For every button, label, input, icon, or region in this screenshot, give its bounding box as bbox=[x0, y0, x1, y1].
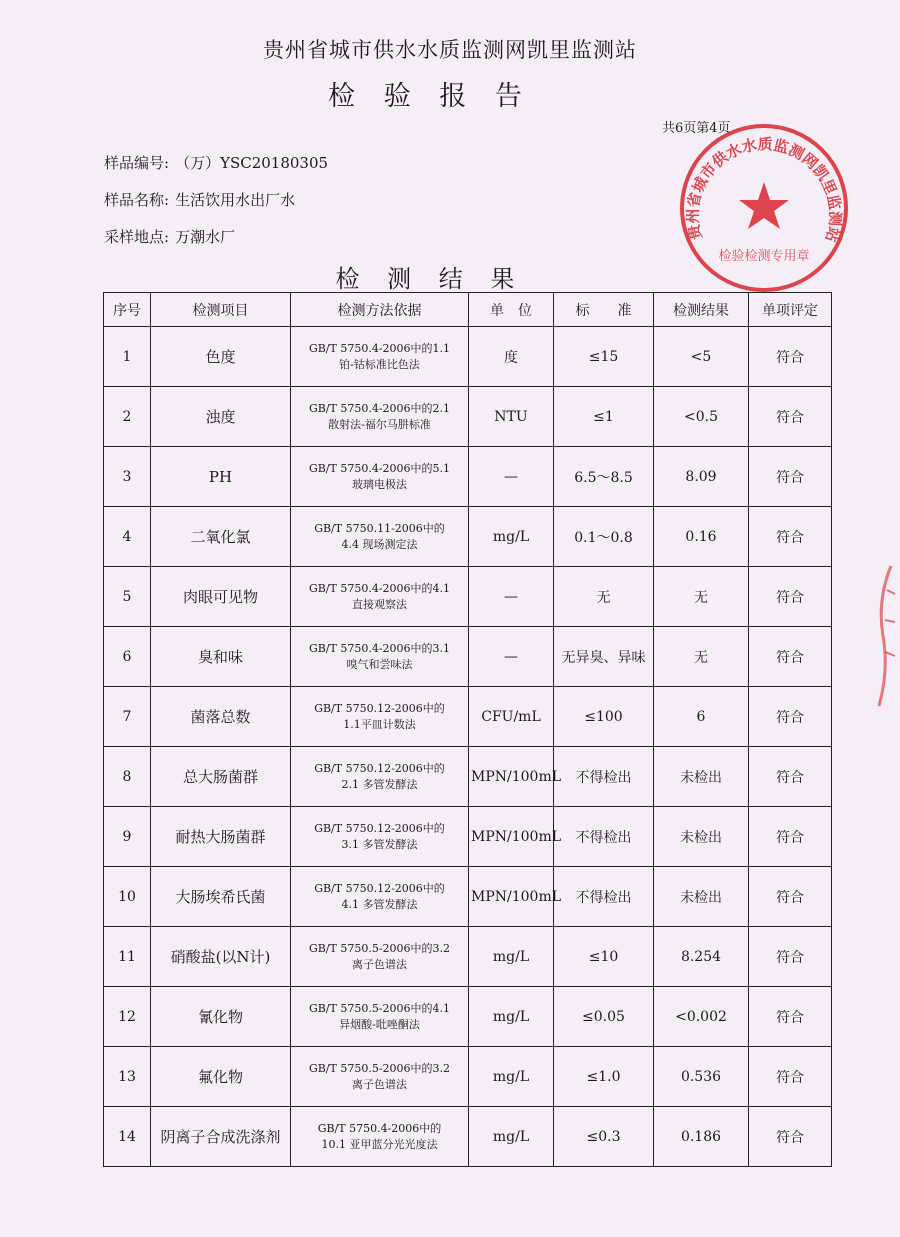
cell-result: 6 bbox=[654, 687, 749, 747]
method-line-2: 10.1 亚甲蓝分光光度法 bbox=[321, 1137, 438, 1151]
cell-evaluation: 符合 bbox=[749, 507, 832, 567]
partial-seal-mark bbox=[873, 560, 897, 710]
method-line-2: 铂-钴标准比色法 bbox=[339, 357, 420, 371]
cell-unit: CFU/mL bbox=[469, 687, 554, 747]
cell-evaluation: 符合 bbox=[749, 927, 832, 987]
cell-evaluation: 符合 bbox=[749, 1107, 832, 1167]
cell-result: 0.16 bbox=[654, 507, 749, 567]
cell-standard: ≤10 bbox=[554, 927, 654, 987]
cell-no: 3 bbox=[104, 447, 151, 507]
cell-no: 9 bbox=[104, 807, 151, 867]
cell-result: 未检出 bbox=[654, 867, 749, 927]
cell-result: 0.536 bbox=[654, 1047, 749, 1107]
cell-result: <5 bbox=[654, 327, 749, 387]
cell-item: 浊度 bbox=[151, 387, 291, 447]
method-line-1: GB/T 5750.12-2006中的 bbox=[314, 821, 445, 835]
cell-evaluation: 符合 bbox=[749, 627, 832, 687]
cell-evaluation: 符合 bbox=[749, 567, 832, 627]
header-unit: 单 位 bbox=[469, 293, 554, 327]
method-line-1: GB/T 5750.4-2006中的1.1 bbox=[308, 341, 451, 355]
cell-unit: — bbox=[469, 627, 554, 687]
cell-standard: ≤1.0 bbox=[554, 1047, 654, 1107]
method-line-2: 异烟酸-吡唑酮法 bbox=[339, 1017, 420, 1031]
sample-name-line bbox=[104, 189, 295, 210]
method-line-1: GB/T 5750.4-2006中的3.1 bbox=[308, 641, 451, 655]
cell-evaluation: 符合 bbox=[749, 387, 832, 447]
sample-number-label: 样品编号: bbox=[104, 154, 170, 172]
method-line-2: 散射法-福尔马肼标准 bbox=[328, 417, 431, 431]
cell-result: 8.254 bbox=[654, 927, 749, 987]
cell-result: <0.002 bbox=[654, 987, 749, 1047]
official-seal-stamp bbox=[676, 120, 852, 296]
cell-standard: ≤15 bbox=[554, 327, 654, 387]
cell-no: 5 bbox=[104, 567, 151, 627]
table-row bbox=[104, 1107, 832, 1167]
cell-standard: 无 bbox=[554, 567, 654, 627]
cell-standard: ≤0.3 bbox=[554, 1107, 654, 1167]
method-line-2: 4.4 现场测定法 bbox=[341, 537, 418, 551]
cell-evaluation: 符合 bbox=[749, 327, 832, 387]
cell-result: 无 bbox=[654, 567, 749, 627]
cell-no: 6 bbox=[104, 627, 151, 687]
cell-unit: 度 bbox=[469, 327, 554, 387]
cell-no: 13 bbox=[104, 1047, 151, 1107]
header-no: 序号 bbox=[104, 293, 151, 327]
results-title: 检 测 结 果 bbox=[335, 265, 525, 293]
page-info: 共6页第4页 bbox=[662, 121, 731, 136]
report-title: 检 验 报 告 bbox=[328, 81, 532, 112]
cell-standard: 不得检出 bbox=[554, 867, 654, 927]
cell-item: 阴离子合成洗涤剂 bbox=[151, 1107, 291, 1167]
cell-unit: — bbox=[469, 447, 554, 507]
cell-item: 大肠埃希氏菌 bbox=[151, 867, 291, 927]
cell-standard: ≤1 bbox=[554, 387, 654, 447]
method-line-2: 3.1 多管发酵法 bbox=[341, 837, 418, 851]
header-method: 检测方法依据 bbox=[291, 293, 469, 327]
method-line-1: GB/T 5750.12-2006中的 bbox=[314, 761, 445, 775]
table-row bbox=[104, 807, 832, 867]
cell-item: 总大肠菌群 bbox=[151, 747, 291, 807]
cell-unit: mg/L bbox=[469, 927, 554, 987]
cell-standard: ≤0.05 bbox=[554, 987, 654, 1047]
cell-method bbox=[291, 807, 469, 867]
method-line-1: GB/T 5750.11-2006中的 bbox=[314, 521, 445, 535]
method-line-1: GB/T 5750.5-2006中的4.1 bbox=[308, 1001, 451, 1015]
method-line-1: GB/T 5750.5-2006中的3.2 bbox=[308, 1061, 451, 1075]
sampling-location-line bbox=[104, 226, 235, 247]
method-line-1: GB/T 5750.4-2006中的5.1 bbox=[308, 461, 451, 475]
method-line-2: 离子色谱法 bbox=[352, 1077, 407, 1091]
header-result: 检测结果 bbox=[654, 293, 749, 327]
cell-item: 色度 bbox=[151, 327, 291, 387]
method-line-2: 玻璃电极法 bbox=[352, 477, 407, 491]
table-header-row bbox=[104, 293, 832, 327]
results-table bbox=[103, 292, 832, 1167]
method-line-1: GB/T 5750.4-2006中的2.1 bbox=[308, 401, 451, 415]
cell-method bbox=[291, 927, 469, 987]
sample-name-label: 样品名称: bbox=[104, 191, 170, 209]
method-line-2: 1.1平皿计数法 bbox=[343, 717, 416, 731]
cell-unit: mg/L bbox=[469, 987, 554, 1047]
organization-title: 贵州省城市供水水质监测网凯里监测站 bbox=[263, 38, 637, 62]
cell-item: 氰化物 bbox=[151, 987, 291, 1047]
cell-no: 14 bbox=[104, 1107, 151, 1167]
table-row bbox=[104, 1047, 832, 1107]
cell-method bbox=[291, 387, 469, 447]
cell-result: 0.186 bbox=[654, 1107, 749, 1167]
cell-unit: — bbox=[469, 567, 554, 627]
cell-standard: 不得检出 bbox=[554, 807, 654, 867]
sample-number-line bbox=[104, 152, 328, 173]
sampling-location-label: 采样地点: bbox=[104, 228, 170, 246]
method-line-1: GB/T 5750.12-2006中的 bbox=[314, 701, 445, 715]
cell-evaluation: 符合 bbox=[749, 987, 832, 1047]
method-line-1: GB/T 5750.12-2006中的 bbox=[314, 881, 445, 895]
svg-text:贵州省城市供水水质监测网凯里监测站: 贵州省城市供水水质监测网凯里监测站 bbox=[683, 135, 845, 245]
cell-method bbox=[291, 327, 469, 387]
table-row bbox=[104, 747, 832, 807]
cell-result: 无 bbox=[654, 627, 749, 687]
cell-item: 肉眼可见物 bbox=[151, 567, 291, 627]
cell-method bbox=[291, 867, 469, 927]
table-row bbox=[104, 627, 832, 687]
cell-item: 臭和味 bbox=[151, 627, 291, 687]
cell-result: 未检出 bbox=[654, 747, 749, 807]
table-row bbox=[104, 567, 832, 627]
svg-text:检验检测专用章: 检验检测专用章 bbox=[718, 249, 810, 264]
method-line-2: 4.1 多管发酵法 bbox=[341, 897, 418, 911]
method-line-1: GB/T 5750.5-2006中的3.2 bbox=[308, 941, 451, 955]
sampling-location-value: 万潮水厂 bbox=[175, 228, 236, 246]
table-row bbox=[104, 927, 832, 987]
table-row bbox=[104, 507, 832, 567]
cell-method bbox=[291, 687, 469, 747]
cell-method bbox=[291, 507, 469, 567]
cell-evaluation: 符合 bbox=[749, 1047, 832, 1107]
cell-unit: MPN/100mL bbox=[469, 807, 554, 867]
cell-evaluation: 符合 bbox=[749, 687, 832, 747]
cell-item: 硝酸盐(以N计) bbox=[151, 927, 291, 987]
table-row bbox=[104, 447, 832, 507]
method-line-2: 嗅气和尝味法 bbox=[346, 657, 413, 671]
cell-method bbox=[291, 747, 469, 807]
table-row bbox=[104, 327, 832, 387]
cell-item: 耐热大肠菌群 bbox=[151, 807, 291, 867]
cell-item: PH bbox=[151, 447, 291, 507]
table-row bbox=[104, 987, 832, 1047]
table-row bbox=[104, 387, 832, 447]
cell-unit: MPN/100mL bbox=[469, 747, 554, 807]
cell-unit: MPN/100mL bbox=[469, 867, 554, 927]
method-line-2: 直接观察法 bbox=[352, 597, 407, 611]
cell-item: 菌落总数 bbox=[151, 687, 291, 747]
header-standard: 标 准 bbox=[554, 293, 654, 327]
cell-result: 8.09 bbox=[654, 447, 749, 507]
cell-method bbox=[291, 627, 469, 687]
method-line-2: 2.1 多管发酵法 bbox=[341, 777, 418, 791]
cell-no: 11 bbox=[104, 927, 151, 987]
cell-result: 未检出 bbox=[654, 807, 749, 867]
cell-method bbox=[291, 1047, 469, 1107]
cell-method bbox=[291, 447, 469, 507]
cell-no: 7 bbox=[104, 687, 151, 747]
method-line-1: GB/T 5750.4-2006中的 bbox=[317, 1121, 442, 1135]
cell-no: 10 bbox=[104, 867, 151, 927]
cell-evaluation: 符合 bbox=[749, 867, 832, 927]
method-line-1: GB/T 5750.4-2006中的4.1 bbox=[308, 581, 451, 595]
header-item: 检测项目 bbox=[151, 293, 291, 327]
cell-standard: 不得检出 bbox=[554, 747, 654, 807]
cell-result: <0.5 bbox=[654, 387, 749, 447]
cell-no: 1 bbox=[104, 327, 151, 387]
cell-no: 8 bbox=[104, 747, 151, 807]
cell-no: 4 bbox=[104, 507, 151, 567]
cell-unit: mg/L bbox=[469, 1047, 554, 1107]
cell-standard: ≤100 bbox=[554, 687, 654, 747]
cell-evaluation: 符合 bbox=[749, 747, 832, 807]
cell-standard: 无异臭、异味 bbox=[554, 627, 654, 687]
cell-no: 2 bbox=[104, 387, 151, 447]
cell-evaluation: 符合 bbox=[749, 807, 832, 867]
cell-item: 氟化物 bbox=[151, 1047, 291, 1107]
cell-item: 二氧化氯 bbox=[151, 507, 291, 567]
cell-unit: mg/L bbox=[469, 507, 554, 567]
cell-method bbox=[291, 1107, 469, 1167]
cell-method bbox=[291, 567, 469, 627]
cell-method bbox=[291, 987, 469, 1047]
cell-no: 12 bbox=[104, 987, 151, 1047]
method-line-2: 离子色谱法 bbox=[352, 957, 407, 971]
cell-evaluation: 符合 bbox=[749, 447, 832, 507]
sample-name-value: 生活饮用水出厂水 bbox=[175, 191, 296, 209]
cell-standard: 0.1～0.8 bbox=[554, 507, 654, 567]
sample-number-value: （万）YSC20180305 bbox=[175, 154, 329, 172]
table-row bbox=[104, 687, 832, 747]
cell-standard: 6.5～8.5 bbox=[554, 447, 654, 507]
cell-unit: NTU bbox=[469, 387, 554, 447]
cell-unit: mg/L bbox=[469, 1107, 554, 1167]
table-row bbox=[104, 867, 832, 927]
header-evaluation: 单项评定 bbox=[749, 293, 832, 327]
